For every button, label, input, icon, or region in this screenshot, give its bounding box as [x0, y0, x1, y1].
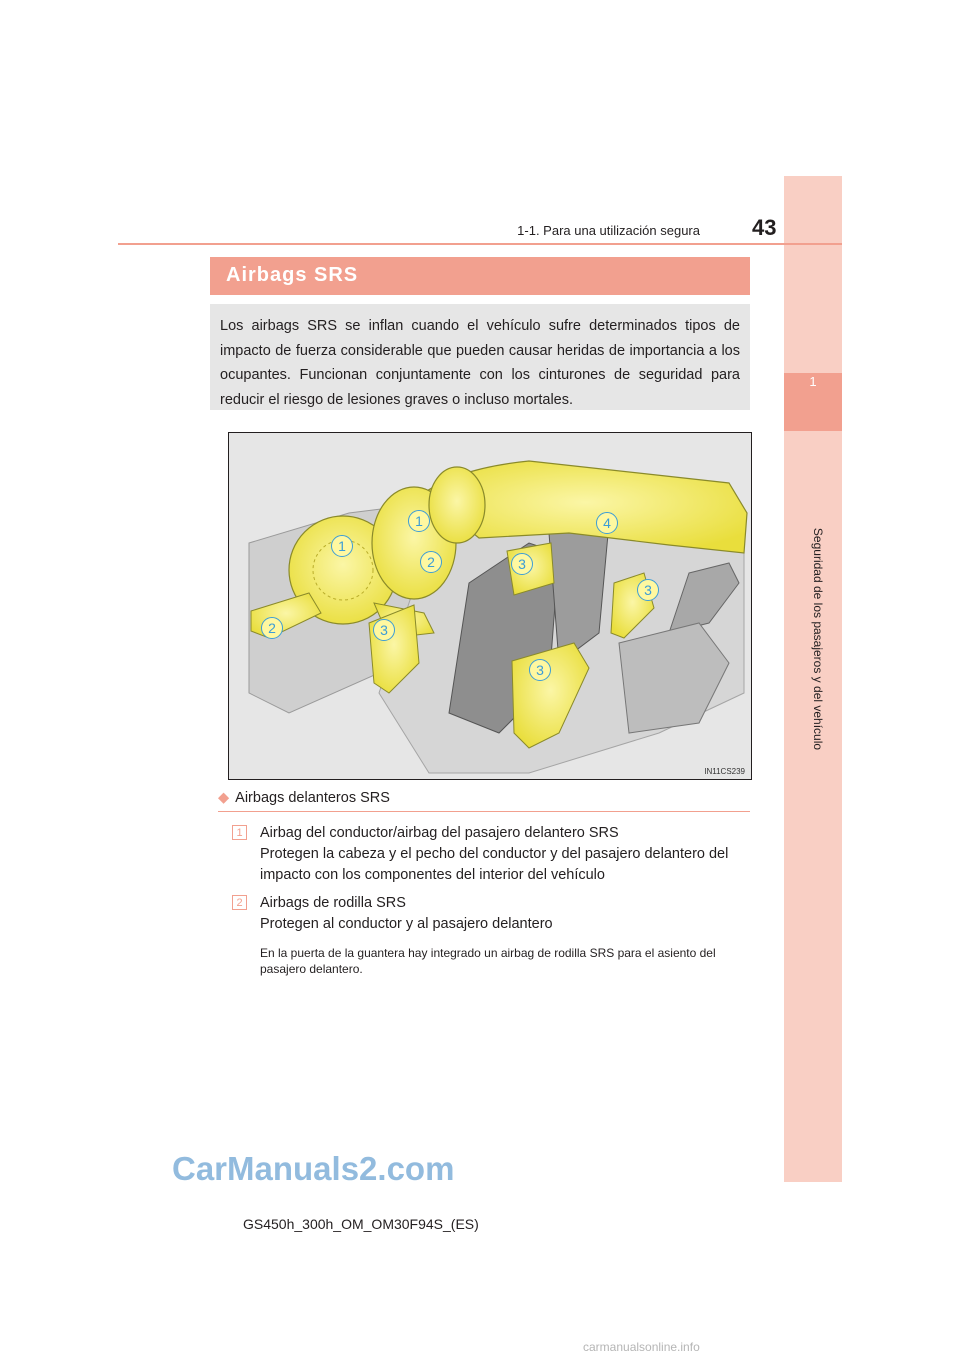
subsection-heading	[218, 790, 390, 806]
item-number-badge: 2	[232, 895, 247, 910]
chapter-number: 1	[809, 374, 817, 389]
callout-2-passenger-knee: 2	[420, 551, 442, 573]
footer-model-code: GS450h_300h_OM_OM30F94S_(ES)	[243, 1216, 479, 1232]
callout-1-passenger: 1	[408, 510, 430, 532]
callout-3-rear-left-side: 3	[637, 579, 659, 601]
callout-4-curtain: 4	[596, 512, 618, 534]
item-title: Airbag del conductor/airbag del pasajero delantero SRS	[260, 825, 619, 841]
subsection-title: Airbags delanteros SRS	[235, 790, 390, 806]
watermark-carmanuals2: CarManuals2.com	[172, 1150, 455, 1187]
airbag-illustration	[228, 432, 752, 780]
car-interior-drawing	[229, 433, 751, 779]
chapter-title: Seguridad de los pasajeros y del vehículo	[811, 527, 825, 751]
chapter-sidebar	[784, 176, 842, 1182]
running-head: 1-1. Para una utilización segura	[517, 223, 700, 238]
page-number: 43	[752, 215, 777, 240]
list-item-knee-airbag	[232, 893, 752, 935]
callout-2-driver-knee: 2	[261, 617, 283, 639]
figure-code: IN11CS239	[704, 767, 745, 776]
list-item-driver-passenger-airbag	[232, 823, 752, 886]
diamond-icon: ◆	[218, 790, 230, 806]
intro-box: Los airbags SRS se inflan cuando el vehículo sufre determinados tipos de impacto de fuerza considerable que pueden causar heridas de importancia a los ocupantes. Funcionan conjuntamente con los cinturones de seguridad para reducir el riesgo de lesiones graves o incluso mortales.	[210, 304, 750, 410]
item-description: Protegen la cabeza y el pecho del conductor y del pasajero delantero del impacto con los componentes del interior del vehículo	[260, 846, 729, 883]
section-title-bar	[210, 257, 750, 295]
item-description: Protegen al conductor y al pasajero delantero	[260, 916, 553, 932]
callout-3-front-driver-side: 3	[373, 619, 395, 641]
callout-3-front-passenger-side: 3	[511, 553, 533, 575]
callout-1-driver: 1	[331, 535, 353, 557]
note-text: En la puerta de la guantera hay integrado un airbag de rodilla SRS para el asiento del pasajero delantero.	[260, 946, 716, 976]
section-title: Airbags SRS	[226, 264, 359, 286]
item-number-badge: 1	[232, 825, 247, 840]
callout-3-rear-right-side: 3	[529, 659, 551, 681]
item-title: Airbags de rodilla SRS	[260, 895, 406, 911]
watermark-carmanualsonline: carmanualsonline.info	[583, 1340, 700, 1354]
subsection-rule	[218, 811, 750, 812]
header-rule	[118, 243, 842, 245]
